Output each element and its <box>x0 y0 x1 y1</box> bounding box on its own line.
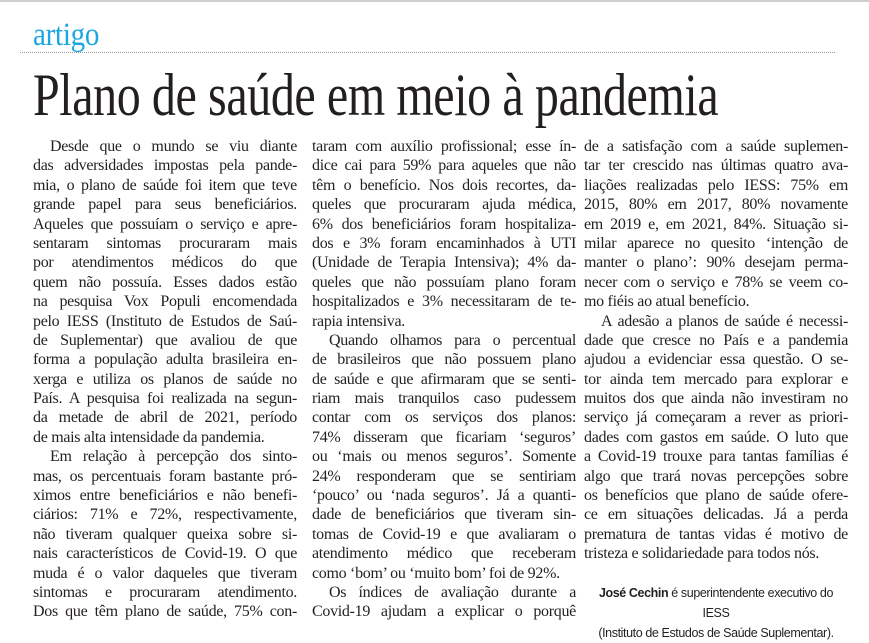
article-text-line: dice cai para 59% para aqueles que não <box>312 157 576 175</box>
article-text-line: dades com gastos em saúde. O luto que <box>584 428 848 446</box>
article-text-line: 74% disseram que ficariam ‘seguros’ <box>312 428 576 446</box>
article-text-line: liações realizadas pelo IESS: 75% em <box>584 176 848 194</box>
article-text-line: de saúde e que afirmaram que se senti- <box>312 370 576 388</box>
article-text-line: muitos dos que ainda não investiram no <box>584 390 848 408</box>
article-text-line: ajudou a evidenciar essa questão. O se- <box>584 351 848 369</box>
article-text-line: contar com os serviços dos planos: <box>312 409 576 427</box>
article-text-line: como ‘bom’ ou ‘muito bom’ foi de 92%. <box>312 564 560 582</box>
section-label: artigo <box>33 17 100 53</box>
article-text-line: de brasileiros que não possuem plano <box>312 351 576 369</box>
article-text-line: não tiveram qualquer queixa sobre si- <box>33 525 297 543</box>
article-text-line: muda é o valor daqueles que tiveram <box>33 564 297 582</box>
article-text-line: mas, os percentuais foram bastante pró- <box>33 467 297 485</box>
article-text-line: de Suplementar) que avaliou de que <box>33 331 297 349</box>
article-text-line: Os índices de avaliação durante a <box>329 583 576 601</box>
article-text-line: ximos entre beneficiários e não benefi- <box>33 487 297 505</box>
article-text-line: riam mais tranquilos caso pudessem <box>312 390 576 408</box>
article-text-line: de mais alta intensidade da pandemia. <box>33 428 265 446</box>
article-text-line: de a satisfação com a saúde suplemen- <box>584 138 848 155</box>
article-text-line: algo que trará novas percepções sobre <box>584 467 848 485</box>
article-text-line: 24% responderam que se sentiriam <box>312 467 576 485</box>
article-title: Plano de saúde em meio à pandemia <box>33 62 719 128</box>
article-text-line: nais característicos de Covid-19. O que <box>33 545 297 563</box>
article-text-line: (Unidade de Terapia Intensiva); 4% da- <box>312 254 576 272</box>
article-text-line: ce em situações delicadas. Já a perda <box>584 506 848 524</box>
article-text-line: mo fiéis ao atual benefício. <box>584 293 750 311</box>
article-text-line: os benefícios que plano de saúde ofere- <box>584 487 848 505</box>
article-text-line: na pesquisa Vox Populi encomendada <box>33 293 297 311</box>
article-text-line: rapia intensiva. <box>312 312 405 330</box>
dotted-divider <box>20 52 835 53</box>
article-text-line: prematura de tantas vidas é motivo de <box>584 525 848 543</box>
article-text-line: queles que procuraram ajuda médica, <box>312 196 576 214</box>
author-organization: (Instituto de Estudos de Saúde Suplementar). <box>598 626 834 640</box>
article-text-line: sentaram sintomas procuraram mais <box>33 234 297 252</box>
article-text-line: ‘pouco’ ou ‘nada seguros’. Já a quanti- <box>312 487 576 505</box>
author-byline <box>584 583 848 643</box>
article-text-line: queles que não possuíam plano foram <box>312 273 576 291</box>
article-text-line: a Covid-19 trouxe para tantas famílias é <box>584 448 848 466</box>
article-text-line: em 2019 e, em 2021, 84%. Situação si- <box>584 215 848 233</box>
article-text-line: das adversidades impostas pela pande- <box>33 157 297 175</box>
article-text-line: pelo IESS (Instituto de Estudos de Saú- <box>33 312 297 330</box>
article-text-line: xerga e utiliza os planos de saúde no <box>33 370 297 388</box>
article-text-line: serviço já começaram a rever as priori- <box>584 409 848 427</box>
article-text-line: hospitalizados e 3% necessitaram de te- <box>312 293 576 311</box>
article-text-line: tomas de Covid-19 e que avaliaram o <box>312 525 576 543</box>
article-text-line: Covid-19 ajudam a explicar o porquê <box>312 603 576 621</box>
article-text-line: dade que cresce no País e a pandemia <box>584 331 848 349</box>
article-text-line: ciários: 71% e 72%, respectivamente, <box>33 506 297 524</box>
author-name: José Cechin <box>598 586 669 600</box>
article-text-line: Em relação à percepção dos sinto- <box>50 448 297 466</box>
article-text-line: tristeza e solidariedade para todos nós. <box>584 545 820 563</box>
article-column-2 <box>312 137 576 622</box>
article-text-line: atendimento médico que receberam <box>312 545 576 563</box>
article-text-line: 6% dos beneficiários foram hospitaliza- <box>312 215 576 233</box>
article-text-line: têm o benefício. Nos dois recortes, da- <box>312 176 576 194</box>
article-column-3 <box>584 137 848 564</box>
article-text-line: Aqueles que possuíam o serviço e apre- <box>33 215 297 233</box>
article-text-line: A adesão a planos de saúde é necessi- <box>601 312 848 330</box>
article-column-1 <box>33 137 297 622</box>
article-text-line: País. A pesquisa foi realizada na segun- <box>33 390 297 408</box>
article-text-line: dade de beneficiários que tiveram sin- <box>312 506 576 524</box>
article-text-line: mia, o plano de saúde foi item que teve <box>33 176 297 194</box>
author-role: é superintendente executivo do IESS <box>668 586 834 620</box>
article-text-line: forma a população adulta brasileira en- <box>33 351 297 369</box>
article-text-line: Desde que o mundo se viu diante <box>50 138 297 155</box>
article-text-line: tar ter crescido nas últimas quatro ava- <box>584 157 848 175</box>
article-text-line: Quando olhamos para o percentual <box>329 331 576 349</box>
article-text-line: 2015, 80% em 2017, 80% novamente <box>584 196 848 214</box>
article-text-line: necer com o serviço e 78% se veem co- <box>584 273 848 291</box>
article-text-line: taram com auxílio profissional; esse ín- <box>312 138 576 155</box>
article-text-line: milar aparece no quesito ‘intenção de <box>584 234 848 252</box>
article-text-line: sintomas e procuraram atendimento. <box>33 583 297 601</box>
article-text-line: da metade de abril de 2021, período <box>33 409 297 427</box>
article-text-line: ou ‘mais ou menos seguros’. Somente <box>312 448 576 466</box>
article-text-line: grande papel para seus beneficiários. <box>33 196 297 214</box>
article-text-line: por atendimentos médicos do que <box>33 254 297 272</box>
article-text-line: dos e 3% foram encaminhados à UTI <box>312 234 576 252</box>
article-text-line: Dos que têm plano de saúde, 75% con- <box>33 603 297 621</box>
top-rule <box>0 0 869 2</box>
article-text-line: manter o plano’: 90% desejam perma- <box>584 254 848 272</box>
article-text-line: tor ainda tem mercado para explorar e <box>584 370 848 388</box>
article-text-line: quem não possuía. Esses dados estão <box>33 273 297 291</box>
